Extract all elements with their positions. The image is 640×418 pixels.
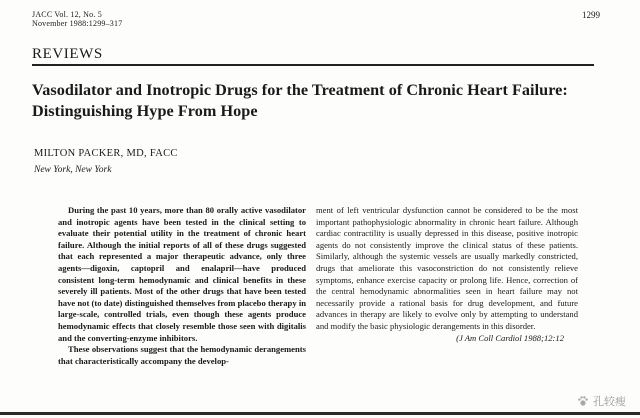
bottom-divider [0, 412, 640, 415]
section-divider [32, 64, 594, 66]
journal-date-pages: November 1988:1299–317 [32, 19, 123, 28]
paw-icon [577, 395, 589, 407]
abstract-left-column [58, 205, 306, 367]
watermark [577, 393, 626, 409]
journal-header [32, 10, 122, 28]
article-title: Vasodilator and Inotropic Drugs for the Treatment of Chronic Heart Failure: Distinguishing Hype From Hope [32, 81, 568, 120]
journal-volume: JACC Vol. 12, No. 5 [32, 10, 102, 19]
abstract-paragraph-2: These observations suggest that the hemodynamic derangements that characteristically accompany the develop- [58, 344, 306, 366]
abstract-right-column [316, 205, 578, 344]
author-affiliation: New York, New York [34, 165, 112, 175]
citation: (J Am Coll Cardiol 1988;12:12 [456, 332, 564, 343]
section-label: REVIEWS [32, 46, 103, 62]
author-name: MILTON PACKER, MD, FACC [34, 148, 178, 159]
watermark-text: 孔较瘦 [593, 395, 626, 408]
abstract-paragraph-1: During the past 10 years, more than 80 orally active vasodilator and inotropic agents have been tested in the clinical setting to evaluate their potential utility in the treatment of chronic heart failure. Although the initial reports of all of these drugs suggested that each represented a major therapeutic advance, only three agents—digoxin, captopril and enalapril—have produced consistent long-term hemodynamic and clinical benefits in these severely ill patients. Most of the other drugs that have been tested have not (to date) distinguished themselves from placebo therapy in large-scale, controlled trials, even though these agents produce hemodynamic effects that closely resemble those seen with digitalis and the converting-enzyme inhibitors. [58, 205, 306, 343]
abstract-paragraph-3: ment of left ventricular dysfunction cannot be considered to be the most important pathophysiologic abnormality in chronic heart failure. Although cardiac contractility is usually depressed in this disease, positive inotropic agents do not consistently improve the clinical status of these patients. Similarly, although the systemic vessels are usually markedly constricted, drugs that ameliorate this vasoconstriction do not consistently relieve symptoms, enhance exercise capacity or prolong life. Hence, correction of the central hemodynamic abnormalities seen in heart failure may not necessarily provide a rational basis for drug development, and future advances in therapy are likely to evolve only by attempting to understand and modify the basic physiologic derangements in this disorder. [316, 205, 578, 331]
page-number: 1299 [582, 10, 600, 20]
